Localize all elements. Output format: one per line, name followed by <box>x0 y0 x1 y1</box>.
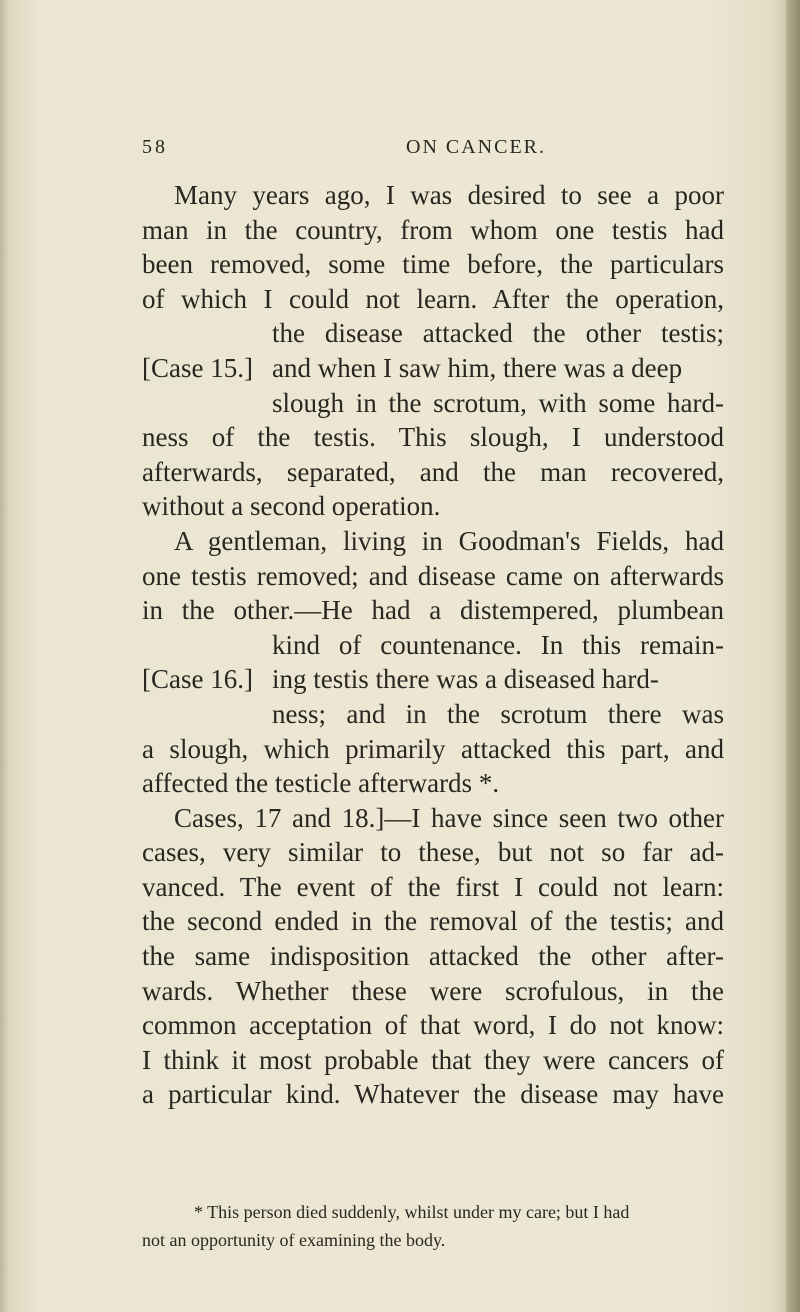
text-line: in the other.—He had a distempered, plumbean <box>142 595 724 626</box>
text-line: the disease attacked the other testis; <box>272 318 724 349</box>
footnote-line: * This person died suddenly, whilst under my care; but I had <box>194 1202 630 1222</box>
footnote <box>142 1198 724 1254</box>
page-header <box>142 136 702 166</box>
text-line: A gentleman, living in Goodman's Fields, had <box>174 525 724 556</box>
text-line: one testis removed; and disease came on afterwards <box>142 560 724 591</box>
text-line: vanced. The event of the first I could not learn: <box>142 871 724 902</box>
footnote-line: not an opportunity of examining the body. <box>142 1230 446 1250</box>
text-line: a slough, which primarily attacked this part, and <box>142 733 724 764</box>
text-line: man in the country, from whom one testis had <box>142 214 724 245</box>
text-line: ness of the testis. This slough, I understood <box>142 422 724 453</box>
text-line: of which I could not learn. After the operation, <box>142 283 724 314</box>
text-line: ing testis there was a diseased hard- <box>272 664 659 695</box>
page-right-edge <box>786 0 800 1312</box>
case-label-15: [Case 15.] <box>142 352 253 383</box>
page-left-edge <box>0 0 10 1312</box>
text-line: the same indisposition attacked the other after- <box>142 941 724 972</box>
text-line: afterwards, separated, and the man recovered, <box>142 456 724 487</box>
text-line: ness; and in the scrotum there was <box>272 698 724 729</box>
page-number: 58 <box>142 136 168 158</box>
text-line: Cases, 17 and 18.]—I have since seen two other <box>174 802 724 833</box>
text-line: I think it most probable that they were cancers of <box>142 1044 724 1075</box>
text-line: common acceptation of that word, I do not know: <box>142 1010 724 1041</box>
text-line: wards. Whether these were scrofulous, in the <box>142 975 724 1006</box>
case-label-16: [Case 16.] <box>142 664 253 695</box>
text-line: kind of countenance. In this remain- <box>272 629 724 660</box>
running-title: ON CANCER. <box>406 136 547 158</box>
text-line-with-case <box>142 351 724 386</box>
text-line: been removed, some time before, the particulars <box>142 249 724 280</box>
text-line: the second ended in the removal of the testis; and <box>142 906 724 937</box>
text-line: affected the testicle afterwards *. <box>142 768 500 799</box>
text-line: Many years ago, I was desired to see a poor <box>174 180 724 210</box>
text-line: and when I saw him, there was a deep <box>272 352 683 383</box>
text-line: cases, very similar to these, but not so far ad- <box>142 837 724 868</box>
text-line: a particular kind. Whatever the disease may have <box>142 1079 724 1110</box>
text-line: without a second operation. <box>142 491 441 522</box>
body-text <box>142 178 724 1112</box>
text-line-with-case <box>142 662 724 697</box>
text-line: slough in the scrotum, with some hard- <box>272 387 724 418</box>
